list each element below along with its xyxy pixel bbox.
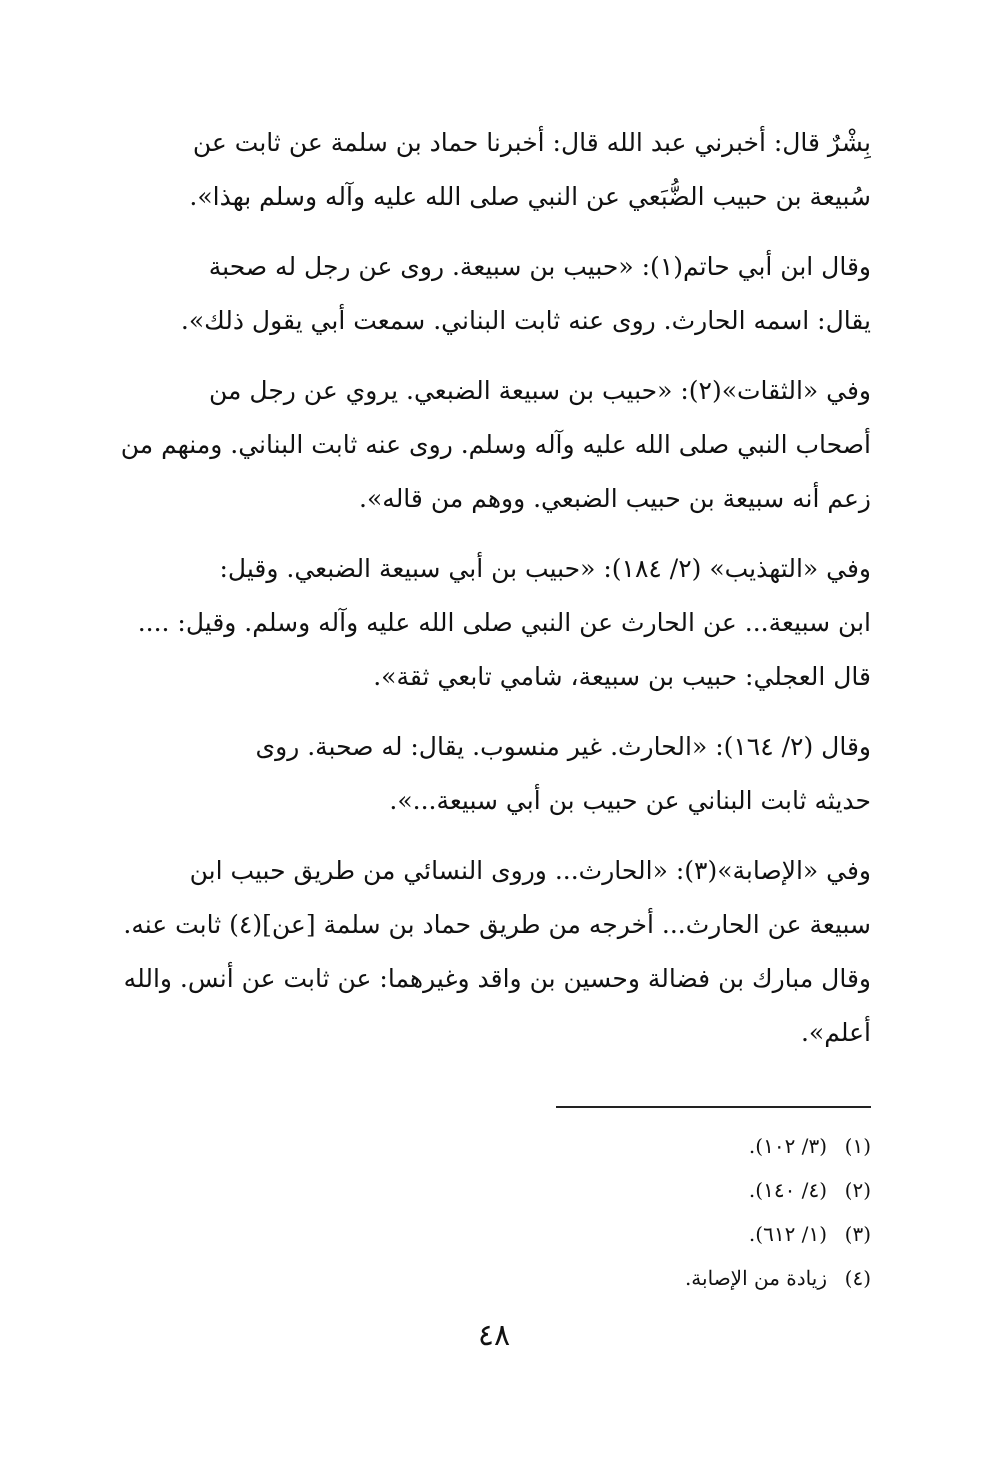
- text-line: حديثه ثابت البناني عن حبيب بن أبي سبيعة...».: [389, 786, 871, 815]
- footnote-text: زيادة من الإصابة.: [684, 1266, 827, 1290]
- footnote-item: [371, 1124, 871, 1168]
- text-line: وفي «الإصابة»(٣): «الحارث... وروى النسائي من طريق حبيب ابن: [189, 856, 871, 885]
- footnote-text: (١/ ٦١٢).: [748, 1222, 827, 1246]
- main-text: [98, 116, 871, 1076]
- footnote-number: (٤): [844, 1266, 871, 1290]
- footnote-text: (٤/ ١٤٠).: [748, 1178, 827, 1202]
- paragraph: [98, 542, 871, 704]
- footnote-item: [371, 1212, 871, 1256]
- page-number: ٤٨: [477, 1318, 511, 1353]
- text-line: يقال: اسمه الحارث. روى عنه ثابت البناني. سمعت أبي يقول ذلك».: [180, 306, 871, 335]
- text-line: قال العجلي: حبيب بن سبيعة، شامي تابعي ثقة».: [373, 662, 871, 691]
- paragraph: [98, 116, 871, 224]
- footnote-item: [371, 1256, 871, 1300]
- text-line: أعلم».: [800, 1018, 871, 1047]
- text-line: أصحاب النبي صلى الله عليه وآله وسلم. روى عنه ثابت البناني. ومنهم من: [120, 430, 871, 459]
- paragraph: [98, 720, 871, 828]
- text-line: وقال ابن أبي حاتم(١): «حبيب بن سبيعة. روى عن رجل له صحبة: [208, 252, 871, 281]
- text-line: وقال (٢/ ١٦٤): «الحارث. غير منسوب. يقال: له صحبة. روى: [255, 732, 871, 761]
- text-line: زعم أنه سبيعة بن حبيب الضبعي. ووهم من قاله».: [359, 484, 871, 513]
- text-line: بِشْرٌ قال: أخبرني عبد الله قال: أخبرنا حماد بن سلمة عن ثابت عن: [192, 128, 871, 157]
- text-line: وفي «التهذيب» (٢/ ١٨٤): «حبيب بن أبي سبيعة الضبعي. وقيل:: [219, 554, 871, 583]
- text-line: سُبيعة بن حبيب الضُّبَعي عن النبي صلى الله عليه وآله وسلم بهذا».: [189, 182, 871, 211]
- text-line: وقال مبارك بن فضالة وحسين بن واقد وغيرهما: عن ثابت عن أنس. والله: [123, 964, 871, 993]
- text-line: ابن سبيعة... عن الحارث عن النبي صلى الله عليه وآله وسلم. وقيل: ....: [137, 608, 871, 637]
- footnote-number: (٢): [844, 1178, 871, 1202]
- footnote-divider: [556, 1106, 871, 1108]
- text-line: وفي «الثقات»(٢): «حبيب بن سبيعة الضبعي. يروي عن رجل من: [209, 376, 871, 405]
- paragraph: [98, 844, 871, 1060]
- footnote-number: (١): [844, 1134, 871, 1158]
- footnote-text: (٣/ ١٠٢).: [748, 1134, 827, 1158]
- footnotes-list: [371, 1124, 871, 1300]
- paragraph: [98, 240, 871, 348]
- paragraph: [98, 364, 871, 526]
- footnote-number: (٣): [844, 1222, 871, 1246]
- text-line: سبيعة عن الحارث... أخرجه من طريق حماد بن سلمة [عن](٤) ثابت عنه.: [123, 910, 871, 939]
- footnote-item: [371, 1168, 871, 1212]
